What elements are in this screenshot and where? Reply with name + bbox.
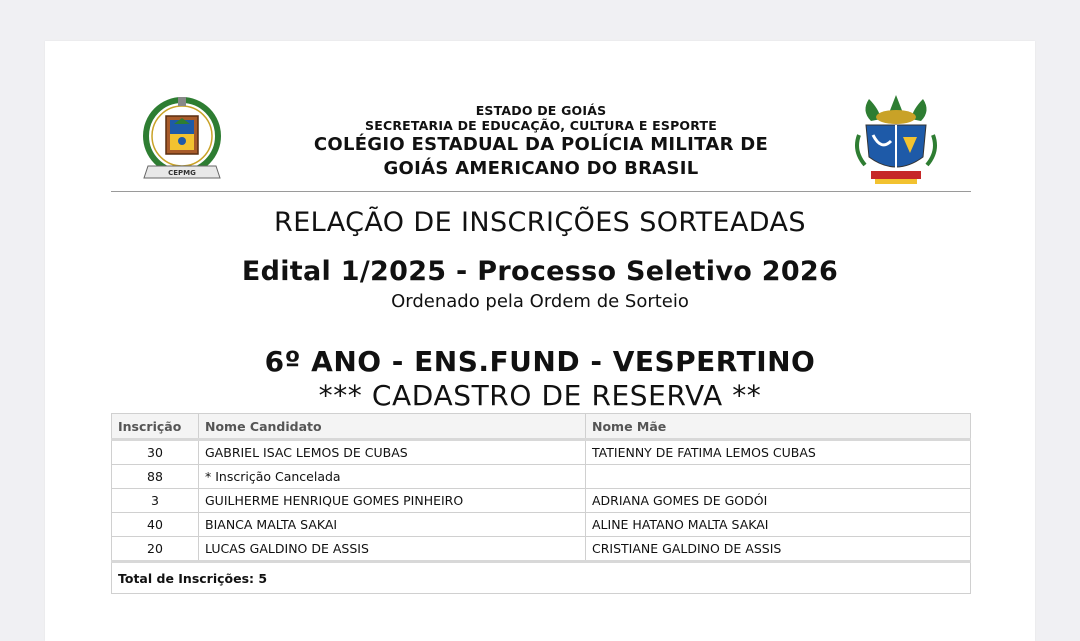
cell-mae: CRISTIANE GALDINO DE ASSIS: [586, 537, 971, 562]
cell-inscricao: 20: [112, 537, 199, 562]
cell-candidato: GABRIEL ISAC LEMOS DE CUBAS: [199, 440, 586, 465]
table-total-row: [112, 562, 971, 594]
cell-candidato: BIANCA MALTA SAKAI: [199, 513, 586, 537]
class-title: 6º ANO - ENS.FUND - VESPERTINO: [264, 345, 816, 378]
logo-left-label: CEPMG: [168, 169, 196, 177]
cell-mae: ADRIANA GOMES DE GODÓI: [586, 489, 971, 513]
table-row: [112, 513, 971, 537]
cell-inscricao: 40: [112, 513, 199, 537]
table-row: [112, 440, 971, 465]
cell-mae: TATIENNY DE FATIMA LEMOS CUBAS: [586, 440, 971, 465]
column-header-inscricao: Inscrição: [112, 414, 199, 440]
table-row: [112, 489, 971, 513]
reserve-title: *** CADASTRO DE RESERVA **: [318, 379, 762, 412]
cell-mae: [586, 465, 971, 489]
table-header-row: [112, 414, 971, 440]
edital-title: Edital 1/2025 - Processo Seletivo 2026: [241, 256, 839, 287]
total-count: Total de Inscrições: 5: [112, 562, 971, 594]
cell-mae: ALINE HATANO MALTA SAKAI: [586, 513, 971, 537]
goias-coat-of-arms-icon: [851, 91, 941, 189]
secretariat-name: SECRETARIA DE EDUCAÇÃO, CULTURA E ESPORTE: [365, 118, 717, 133]
school-name-line1: COLÉGIO ESTADUAL DA POLÍCIA MILITAR DE: [313, 134, 769, 155]
report-title: RELAÇÃO DE INSCRIÇÕES SORTEADAS: [274, 207, 806, 238]
table-row: [112, 537, 971, 562]
column-header-candidato: Nome Candidato: [199, 414, 586, 440]
cepmg-emblem-icon: [140, 94, 228, 186]
cell-candidato: * Inscrição Cancelada: [199, 465, 586, 489]
cell-inscricao: 30: [112, 440, 199, 465]
cell-inscricao: 3: [112, 489, 199, 513]
document-header: [111, 91, 971, 192]
cell-candidato: GUILHERME HENRIQUE GOMES PINHEIRO: [199, 489, 586, 513]
document-page: [45, 41, 1035, 641]
table-row: [112, 465, 971, 489]
cell-inscricao: 88: [112, 465, 199, 489]
school-name-line2: GOIÁS AMERICANO DO BRASIL: [383, 158, 699, 179]
column-header-mae: Nome Mãe: [586, 414, 971, 440]
cell-candidato: LUCAS GALDINO DE ASSIS: [199, 537, 586, 562]
state-name: ESTADO DE GOIÁS: [475, 103, 607, 118]
institution-heading: [231, 103, 851, 181]
order-subtitle: Ordenado pela Ordem de Sorteio: [391, 291, 689, 312]
registrations-table: [111, 413, 971, 594]
